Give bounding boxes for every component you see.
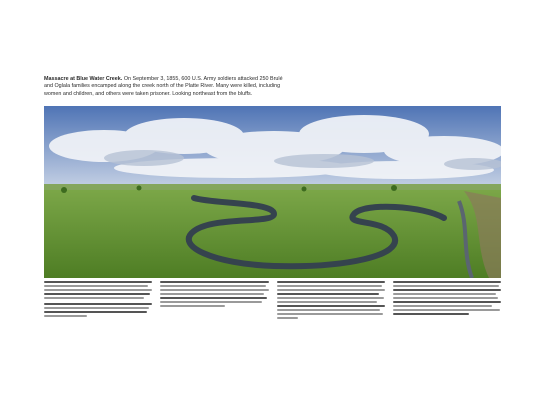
text-column-4 <box>393 281 501 323</box>
caption-location: Massacre at Blue Water Creek. <box>44 76 123 82</box>
text-column-3 <box>277 281 385 323</box>
panorama-illustration <box>44 106 501 278</box>
panorama-photo <box>44 106 501 278</box>
caption-text: On September 3, 1855, 600 U.S. Army soldiers attacked 250 Brulé and Oglala families encamped along the creek north of the Platte River. Many were killed, including women and children, and others were taken prisoner. Looking northeast from the bluffs. <box>44 76 283 97</box>
body-text <box>44 281 501 323</box>
text-column-2 <box>160 281 268 323</box>
photo-caption <box>44 76 284 98</box>
text-column-1 <box>44 281 152 323</box>
